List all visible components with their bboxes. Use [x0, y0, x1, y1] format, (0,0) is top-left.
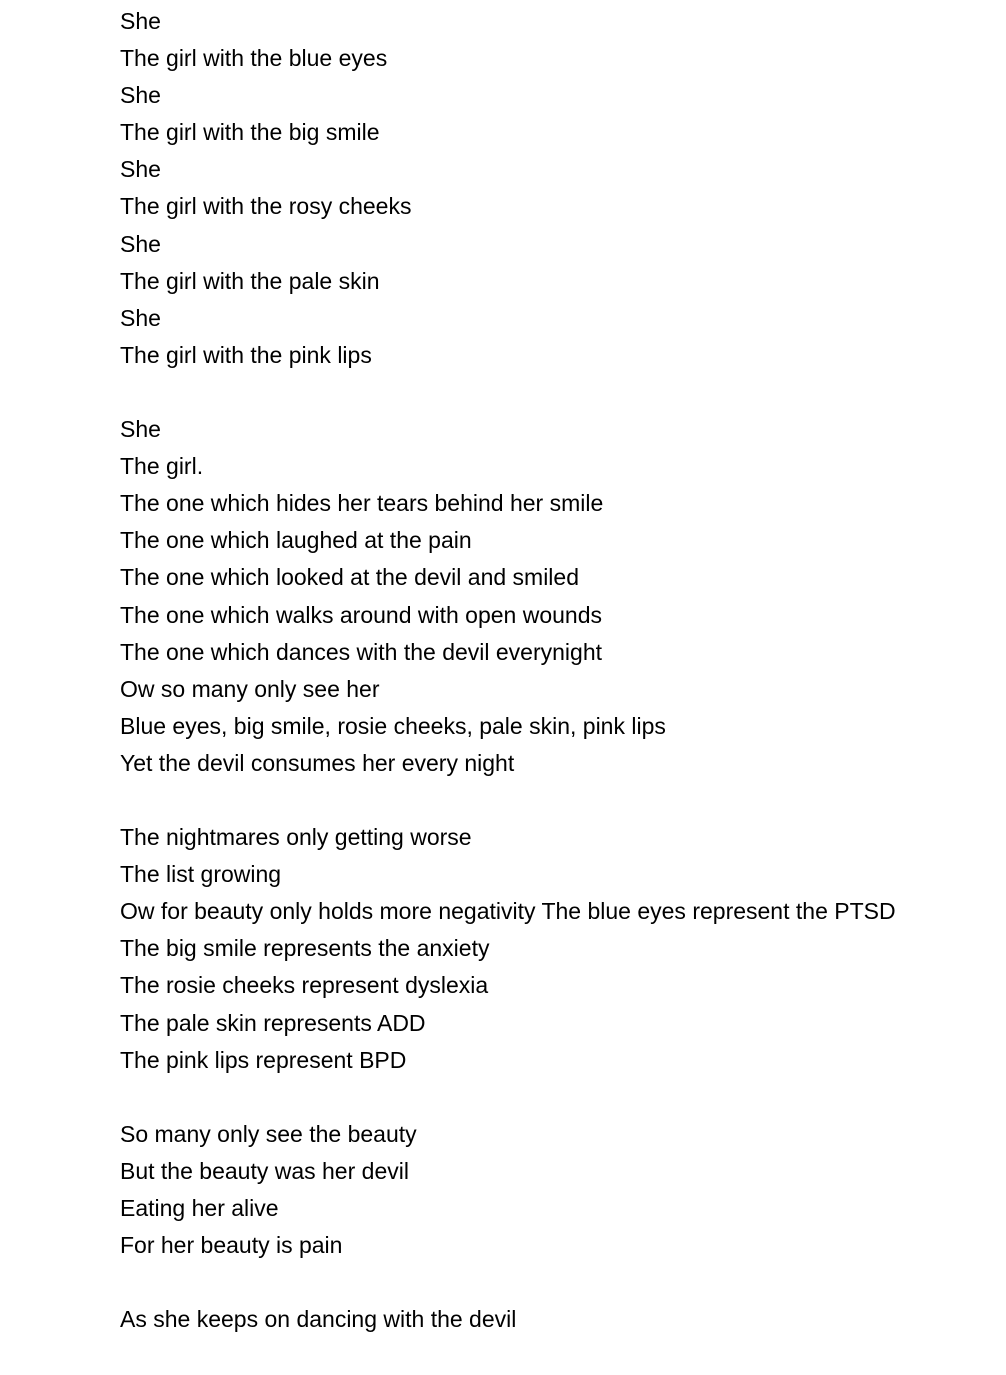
poem-line: She: [120, 230, 161, 257]
poem-line: She: [120, 304, 161, 331]
poem-line: The list growing: [120, 861, 282, 888]
poem-line: The one which dances with the devil everynight: [120, 638, 603, 665]
poem-line: The girl with the blue eyes: [120, 45, 388, 72]
stanza: [120, 819, 990, 1079]
poem-line: The one which walks around with open wounds: [120, 601, 603, 628]
poem-line: The girl with the big smile: [120, 119, 380, 146]
poem-line: The girl with the rosy cheeks: [120, 193, 412, 220]
poem-line: Eating her alive: [120, 1195, 279, 1221]
poem-line: The girl with the pink lips: [120, 341, 372, 368]
stanza: [120, 3, 990, 374]
poem-line: The one which laughed at the pain: [120, 527, 472, 554]
poem-line: The pale skin represents ADD: [120, 1009, 426, 1036]
poem-document: [120, 3, 990, 1375]
poem-line: The girl with the pale skin: [120, 267, 380, 294]
poem-line: The big smile represents the anxiety: [120, 935, 490, 962]
poem-line: The one which hides her tears behind her smile: [120, 490, 604, 517]
poem-line: As she keeps on dancing with the devil: [120, 1306, 517, 1333]
stanza: [120, 411, 990, 782]
stanza: [120, 1301, 990, 1338]
poem-line: Blue eyes, big smile, rosie cheeks, pale skin, pink lips: [120, 712, 666, 739]
poem-line: She: [120, 416, 161, 443]
poem-line: She: [120, 8, 161, 34]
poem-line: But the beauty was her devil: [120, 1157, 409, 1184]
poem-line: Ow so many only see her: [120, 675, 380, 702]
poem-line: For her beauty is pain: [120, 1232, 343, 1259]
poem-line: Ow for beauty only holds more negativity The blue eyes represent the PTSD: [120, 898, 896, 925]
poem-line: The pink lips represent BPD: [120, 1046, 407, 1073]
stanza: [120, 1116, 990, 1264]
poem-line: The girl.: [120, 453, 204, 480]
poem-line: The one which looked at the devil and smiled: [120, 564, 580, 591]
poem-line: So many only see the beauty: [120, 1120, 417, 1147]
poem-line: The nightmares only getting worse: [120, 824, 472, 851]
poem-line: The rosie cheeks represent dyslexia: [120, 972, 489, 999]
poem-line: She: [120, 156, 161, 183]
poem-line: Yet the devil consumes her every night: [120, 749, 515, 776]
poem-line: She: [120, 82, 161, 109]
